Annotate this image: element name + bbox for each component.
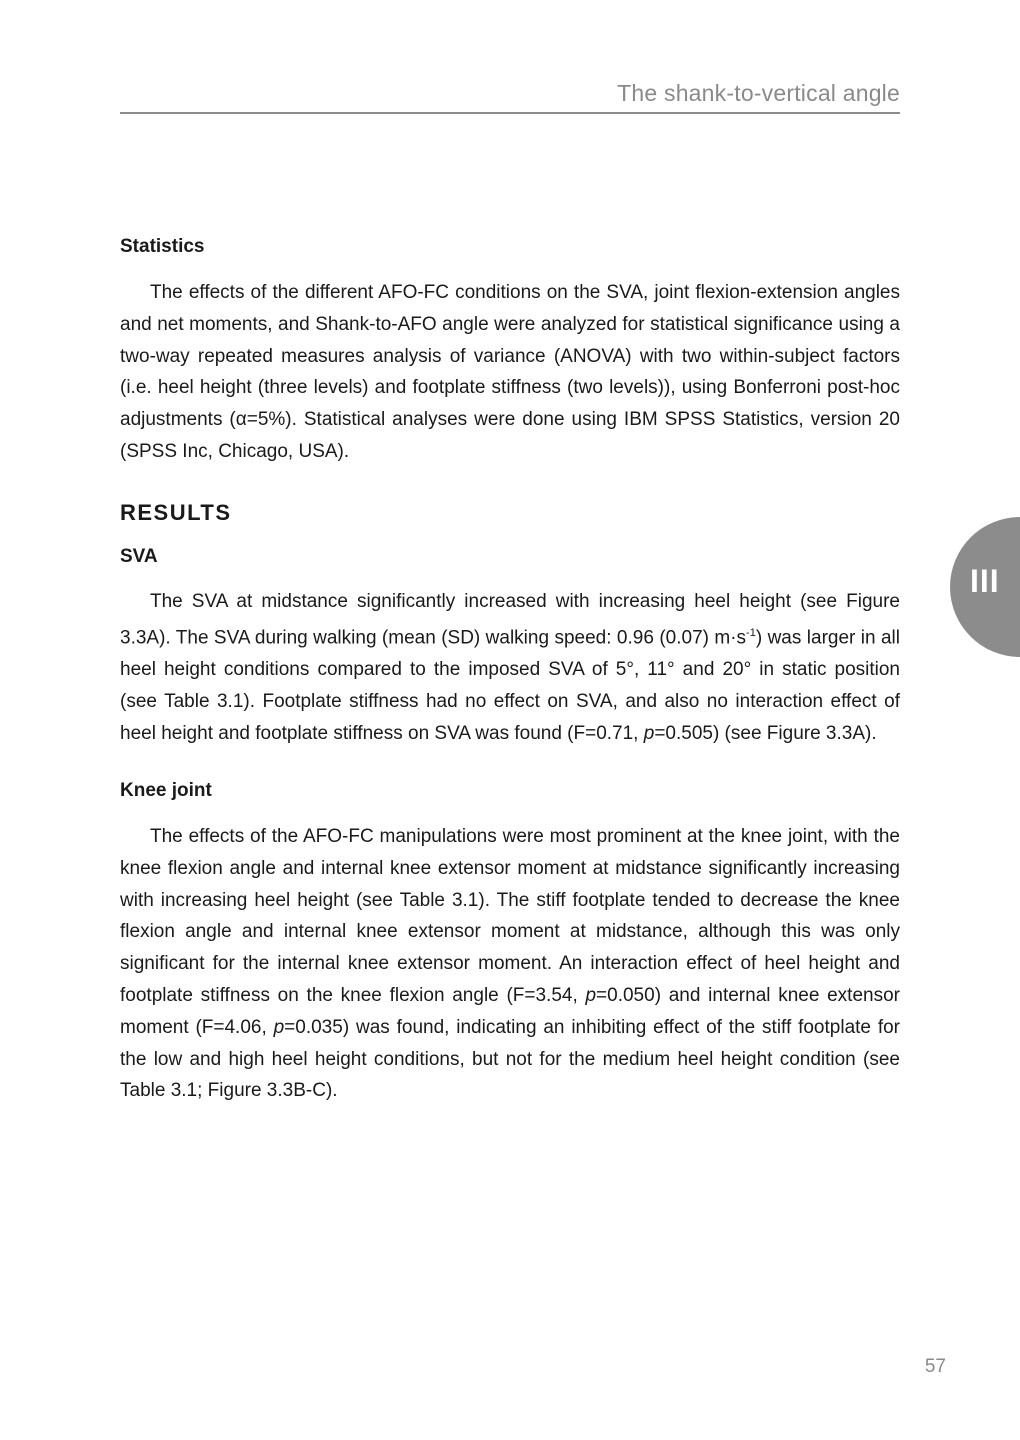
knee-body xyxy=(120,821,900,1107)
knee-section xyxy=(120,780,900,802)
statistics-heading: Statistics xyxy=(120,236,205,257)
running-header-title: The shank-to-vertical angle xyxy=(617,80,900,106)
sva-section xyxy=(120,546,900,568)
knee-heading: Knee joint xyxy=(120,780,212,801)
sva-text-part-1: The SVA at midstance significantly increased with increasing heel height (see Figure 3.3A). The SVA during walking (mean (SD) walking speed: 0.96 (0.07) m·s xyxy=(120,591,900,649)
knee-text-part-2: =0.050) and internal knee extensor moment (F=4.06, xyxy=(120,984,900,1038)
knee-paragraph xyxy=(120,821,900,1107)
sva-text-part-3: =0.505) (see Figure 3.3A). xyxy=(654,722,877,744)
page-number: 57 xyxy=(924,1356,946,1377)
results-section xyxy=(120,500,900,526)
statistics-paragraph: The effects of the different AFO-FC conditions on the SVA, joint flexion-extension angles and net moments, and Shank-to-AFO angle were analyzed for statistical significance using a two-way repeated measures analysis of variance (ANOVA) with two within-subject factors (i.e. heel height (three levels) and footplate stiffness (two levels)), using Bonferroni post-hoc adjustments (α=5%). Statistical analyses were done using IBM SPSS Statistics, version 20 (SPSS Inc, Chicago, USA). xyxy=(120,282,900,462)
sva-heading: SVA xyxy=(120,546,158,567)
chapter-tab xyxy=(950,517,1020,657)
sva-text-part-2: ) was larger in all heel height conditions compared to the imposed SVA of 5°, 11° and 20° in static position (see Table 3.1). Footplate stiffness had no effect on SVA, and also no interaction effect of heel height and footplate stiffness on SVA was found (F=0.71, xyxy=(120,627,900,744)
statistics-body xyxy=(120,277,900,468)
statistics-section xyxy=(120,236,900,258)
knee-p-symbol-2: p xyxy=(273,1016,285,1038)
sva-superscript: -1 xyxy=(746,626,756,639)
knee-p-symbol-1: p xyxy=(585,984,597,1006)
results-heading: RESULTS xyxy=(120,500,232,525)
sva-p-symbol: p xyxy=(643,722,655,744)
sva-paragraph xyxy=(120,586,900,749)
sva-body xyxy=(120,586,900,749)
running-header xyxy=(120,78,900,114)
knee-text-part-1: The effects of the AFO-FC manipulations were most prominent at the knee joint, with the knee flexion angle and internal knee extensor moment at midstance significantly increasing with increasing heel height (see Table 3.1). The stiff footplate tended to decrease the knee flexion angle and internal knee extensor moment at midstance, although this was only significant for the internal knee extensor moment. An interaction effect of heel height and footplate stiffness on the knee flexion angle (F=3.54, xyxy=(120,826,900,1006)
chapter-tab-label: III xyxy=(970,563,1000,599)
knee-text-part-3: =0.035) was found, indicating an inhibiting effect of the stiff footplate for the low and high heel height conditions, but not for the medium heel height condition (see Table 3.1; Figure 3.3B-C). xyxy=(120,1016,900,1102)
